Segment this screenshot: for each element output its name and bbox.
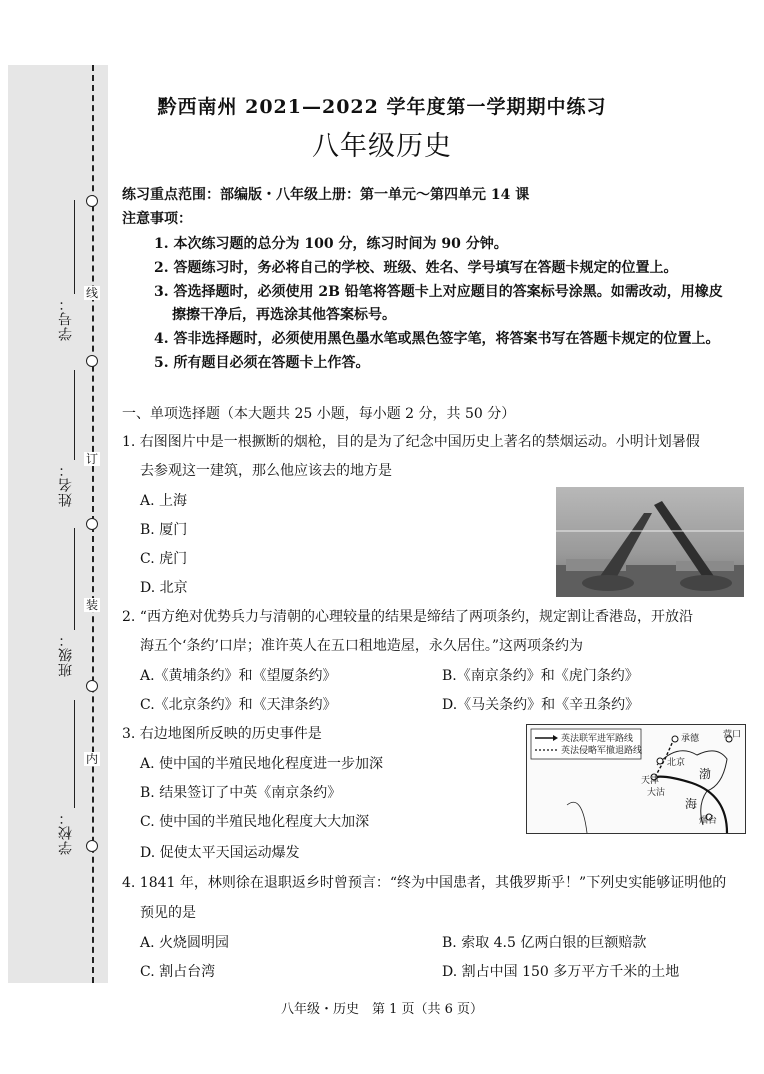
notice-item: 5. 所有题目必须在答题卡上作答。 [154,355,370,371]
binding-hole [86,195,98,207]
binding-hole [86,680,98,692]
map-legend-retreat: 英法侵略军撤退路线 [561,746,643,756]
question-2-option: B.《南京条约》和《虎门条约》 [442,668,639,684]
map-label: 承德 [681,734,700,744]
notice-item: 1. 本次练习题的总分为 100 分，练习时间为 90 分钟。 [154,236,508,252]
broken-opium-pipe-photo [556,487,744,597]
question-3-option: D. 促使太平天国运动爆发 [140,845,300,861]
question-4-stem: 预见的是 [140,905,196,921]
binding-hole [86,840,98,852]
notice-item: 3. 答选择题时，必须使用 2B 铅笔将答题卡上对应题目的答案标号涂黑。如需改动，用橡皮 [154,284,723,300]
class-field-line[interactable] [74,528,75,630]
exam-subject: 八年级历史 [312,131,452,162]
class-field-label: 班级： [58,632,74,677]
war-route-map [526,724,746,834]
question-1-option: A. 上海 [140,493,188,509]
school-field-label: 学校： [58,810,74,855]
exam-title: 黔西南州 2021—2022 学年度第一学期期中练习 [157,96,607,118]
cut-label: 订 [85,452,98,466]
student-id-field-label: 学号： [58,296,74,341]
question-2-option: A.《黄埔条约》和《望厦条约》 [140,668,337,684]
question-3-stem: 3. 右边地图所反映的历史事件是 [122,726,322,742]
question-1-option: B. 厦门 [140,522,188,538]
map-label: 大沽 [647,788,666,798]
question-3-option: B. 结果签订了中英《南京条约》 [140,785,342,801]
binding-hole [86,355,98,367]
question-4-option: A. 火烧圆明园 [140,935,230,951]
student-id-field-line[interactable] [74,200,75,294]
question-1-option: D. 北京 [140,580,188,596]
question-1-option: C. 虎门 [140,551,188,567]
question-4-stem: 4. 1841 年，林则徐在退职返乡时曾预言：“终为中国患者，其俄罗斯乎！”下列史实能够证明他的 [122,875,727,891]
cut-label: 内 [85,752,98,766]
notice-title: 注意事项： [122,211,192,227]
name-field-label: 姓名： [58,462,74,507]
notice-item: 4. 答非选择题时，必须使用黑色墨水笔或黑色签字笔，将答案书写在答题卡规定的位置上。 [154,331,720,347]
question-3-option: A. 使中国的半殖民地化程度进一步加深 [140,756,384,772]
map-legend-advance: 英法联军进军路线 [561,734,634,744]
question-4-option: C. 割占台湾 [140,964,216,980]
question-2-option: C.《北京条约》和《天津条约》 [140,697,337,713]
school-field-line[interactable] [74,700,75,808]
question-2-stem: 2. “西方绝对优势兵力与清朝的心理较量的结果是缔结了两项条约，规定割让香港岛，开放沿 [122,609,693,625]
name-field-line[interactable] [74,370,75,460]
page-footer: 八年级・历史 第 1 页（共 6 页） [280,1002,484,1017]
cut-label: 装 [85,598,98,612]
section-heading: 一、单项选择题（本大题共 25 小题，每小题 2 分，共 50 分） [122,406,516,422]
map-label: 海 [685,797,698,811]
binding-hole [86,518,98,530]
question-4-option: B. 索取 4.5 亿两白银的巨额赔款 [442,935,647,951]
map-label: 烟台 [699,816,718,826]
map-label: 渤 [699,767,712,781]
question-2-option: D.《马关条约》和《辛丑条约》 [442,697,640,713]
notice-item: 2. 答题练习时，务必将自己的学校、班级、姓名、学号填写在答题卡规定的位置上。 [154,260,678,276]
map-label: 营口 [723,730,742,740]
question-4-option: D. 割占中国 150 多万平方千米的土地 [442,964,680,980]
question-3-option: C. 使中国的半殖民地化程度大大加深 [140,814,370,830]
question-1-stem: 1. 右图图片中是一根撅断的烟枪，目的是为了纪念中国历史上著名的禁烟运动。小明计划暑假 [122,434,700,450]
map-label: 天津 [641,776,660,786]
map-label: 北京 [667,758,686,768]
scope-line: 练习重点范围：部编版・八年级上册：第一单元～第四单元 14 课 [122,187,530,203]
notice-item: 擦擦干净后，再选涂其他答案标号。 [172,307,396,323]
question-2-stem: 海五个‘条约’口岸；准许英人在五口租地造屋，永久居住。”这两项条约为 [140,638,584,654]
cut-label: 线 [85,286,98,300]
question-1-stem: 去参观这一建筑，那么他应该去的地方是 [140,463,392,479]
